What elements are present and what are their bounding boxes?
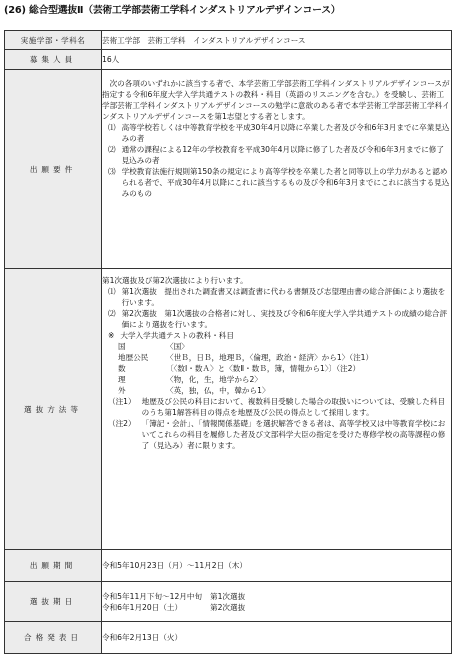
label-faculty: 実施学部・学科名 xyxy=(5,31,102,50)
label-eligibility: 出願要件 xyxy=(5,70,102,269)
label-announcement: 合格発表日 xyxy=(5,622,102,654)
footnote xyxy=(102,396,451,418)
subject-name: 数 xyxy=(118,364,126,373)
method-item-number: ⑵ xyxy=(108,309,116,318)
label-capacity: 募集人員 xyxy=(5,50,102,70)
value-announcement: 令和6年2月13日（火） xyxy=(102,622,452,654)
method-intro: 第1次選抜及び第2次選抜により行います。 xyxy=(102,276,248,285)
row-announcement xyxy=(5,622,452,654)
eligibility-item xyxy=(102,166,451,199)
value-faculty: 芸術工学部 芸術工学科 インダストリアルデザインコース xyxy=(102,31,452,50)
row-application-period xyxy=(5,550,452,582)
row-method xyxy=(5,269,452,550)
subject-row xyxy=(102,374,451,385)
eligibility-item-number: ⑵ xyxy=(108,145,116,154)
eligibility-item-number: ⑶ xyxy=(108,167,116,176)
subject-detail: 〈世Ｂ，日Ｂ，地理Ｂ，〈倫理，政治・経済〉から1〉（注1） xyxy=(166,353,374,362)
eligibility-item xyxy=(102,122,451,144)
value-method xyxy=(102,269,452,550)
eligibility-intro: 次の各項のいずれかに該当する者で、本学芸術工学部芸術工学科インダストリアルデザインコースが指定する令和6年度大学入学共通テストの教科・科目（英語のリスニングを含む。）を受験し、芸術工学部芸術工学科インダストリアルデザインコースの勉学に意欲のある者で本学芸術工学部芸術工学科インダストリアルデザインコースを第1志望とする者とします。 xyxy=(102,79,450,121)
label-application-period: 出願期間 xyxy=(5,550,102,582)
value-eligibility xyxy=(102,70,452,269)
subject-name: 地歴公民 xyxy=(118,353,149,362)
method-item xyxy=(102,308,451,330)
selection-stage: 第1次選抜 xyxy=(210,591,246,601)
eligibility-item-text: 学校教育法施行規則第150条の規定により高等学校を卒業した者と同等以上の学力があると認められる者で、平成30年4月以降にこれに該当するもの及び令和6年3月までにこれに該当する見込みのもの xyxy=(121,167,450,198)
selection-line xyxy=(102,591,451,602)
subject-name: 国 xyxy=(118,342,126,351)
method-item-text: 第1次選抜 提出された調査書又は調査書に代わる書類及び志望理由書の総合評価により選抜を行います。 xyxy=(121,287,446,307)
value-selection-date xyxy=(102,582,452,622)
subject-row xyxy=(102,352,451,363)
note-mark: ※ xyxy=(108,331,115,340)
eligibility-item-number: ⑴ xyxy=(108,123,116,132)
footnote-number: （注1） xyxy=(108,397,136,406)
selection-date: 令和6年1月20日（土） xyxy=(102,602,183,612)
selection-date: 令和5年11月下旬〜12月中旬 xyxy=(102,591,203,601)
subject-detail: 〈英，独，仏，中，韓から1〉 xyxy=(166,386,270,395)
footnote-number: （注2） xyxy=(108,419,136,428)
value-application-period: 令和5年10月23日（月）〜11月2日（木） xyxy=(102,550,452,582)
subject-name: 外 xyxy=(118,386,126,395)
footnote xyxy=(102,418,451,451)
subject-row xyxy=(102,341,451,352)
method-item-number: ⑴ xyxy=(108,287,116,296)
row-faculty xyxy=(5,31,452,50)
eligibility-item xyxy=(102,144,451,166)
method-item xyxy=(102,286,451,308)
subject-name: 理 xyxy=(118,375,126,384)
subject-row xyxy=(102,363,451,374)
value-capacity: 16人 xyxy=(102,50,452,70)
subject-detail: 〈物，化，生，地学から2〉 xyxy=(166,375,262,384)
row-selection-date xyxy=(5,582,452,622)
eligibility-item-text: 通常の課程による12年の学校教育を平成30年4月以降に修了した者及び令和6年3月までに修了見込みの者 xyxy=(121,145,444,165)
subjects-note-title: 大学入学共通テストの教科・科目 xyxy=(120,331,234,340)
footnote-text: 「簿記・会計」、「情報関係基礎」を選択解答できる者は、高等学校又は中等教育学校においてこれらの科目を履修した者及び文部科学大臣の指定を受けた専修学校の高等課程の修了（見込み）者に限ります。 xyxy=(141,419,446,450)
subjects-note xyxy=(102,330,451,341)
row-capacity xyxy=(5,50,452,70)
subject-row xyxy=(102,385,451,396)
subject-detail: 〈国〉 xyxy=(166,342,189,351)
method-item-text: 第2次選抜 第1次選抜の合格者に対し、実技及び令和6年度大学入学共通テストの成績の総合評価により選抜を行います。 xyxy=(121,309,448,329)
selection-line xyxy=(102,602,451,613)
footnote-text: 地歴及び公民の科目において、複数科目受験した場合の取扱いについては、受験した科目のうち第1解答科目の得点を地歴及び公民の得点として採用します。 xyxy=(141,397,446,417)
label-method: 選抜方法等 xyxy=(5,269,102,550)
row-eligibility xyxy=(5,70,452,269)
eligibility-item-text: 高等学校若しくは中等教育学校を平成30年4月以降に卒業した者及び令和6年3月までに卒業見込みの者 xyxy=(121,123,450,143)
subject-detail: 〔〈数Ⅰ・数Ａ〉と〈数Ⅱ・数Ｂ，簿，情報から1〉〕（注2） xyxy=(166,364,361,373)
page-title: (26) 総合型選抜Ⅱ（芸術工学部芸術工学科インダストリアルデザインコース） xyxy=(4,5,341,16)
label-selection-date: 選抜期日 xyxy=(5,582,102,622)
requirements-table xyxy=(4,30,452,654)
selection-stage: 第2次選抜 xyxy=(210,602,246,612)
